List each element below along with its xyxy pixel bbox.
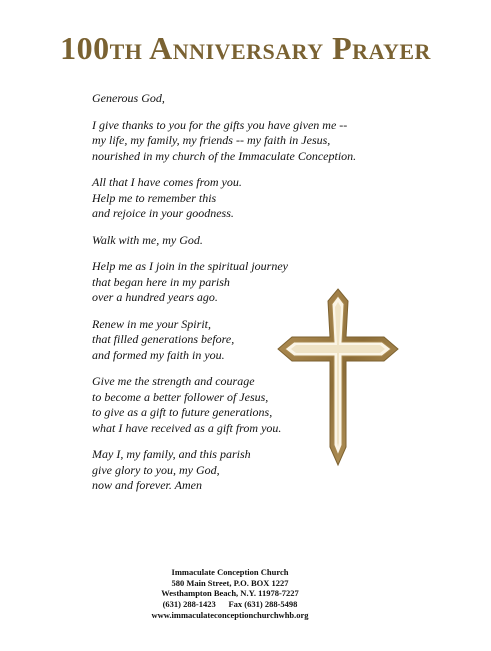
- prayer-line: Renew in me your Spirit,: [92, 316, 211, 331]
- address-line: Westhampton Beach, N.Y. 11978-7227: [161, 588, 299, 599]
- prayer-line: All that I have comes from you.: [92, 175, 242, 189]
- prayer-line: I give thanks to you for the gifts you have given me --: [92, 117, 348, 132]
- prayer-stanza: [92, 175, 392, 222]
- prayer-stanza: [92, 233, 392, 249]
- phone-fax: (631) 288-1423 Fax (631) 288-5498: [162, 599, 298, 610]
- prayer-line: nourished in my church of the Immaculate Conception.: [92, 148, 357, 163]
- church-contact-block: [100, 567, 360, 621]
- prayer-line: Generous God,: [92, 91, 165, 105]
- prayer-line: Help me to remember this: [92, 190, 217, 205]
- prayer-line: what I have received as a gift from you.: [92, 420, 282, 435]
- prayer-line: give glory to you, my God,: [92, 462, 220, 477]
- prayer-line: and formed my faith in you.: [92, 347, 225, 362]
- website-link[interactable]: www.immaculateconceptionchurchwhb.org: [151, 609, 309, 620]
- prayer-line: Give me the strength and courage: [92, 374, 255, 388]
- prayer-line: Help me as I join in the spiritual journey: [92, 259, 288, 273]
- prayer-line: now and forever. Amen: [92, 478, 202, 492]
- prayer-line: to become a better follower of Jesus,: [92, 389, 269, 404]
- prayer-line: that filled generations before,: [92, 332, 235, 346]
- church-name: Immaculate Conception Church: [171, 567, 289, 577]
- address-line: 580 Main Street, P.O. BOX 1227: [171, 577, 289, 588]
- prayer-line: Walk with me, my God.: [92, 232, 203, 247]
- prayer-line: my life, my family, my friends -- my faith in Jesus,: [92, 133, 331, 147]
- prayer-line: that began here in my parish: [92, 274, 230, 289]
- prayer-line: May I, my family, and this parish: [92, 447, 251, 461]
- prayer-stanza: [92, 118, 392, 165]
- prayer-line: to give as a gift to future generations,: [92, 405, 273, 419]
- page-title: 100th Anniversary Prayer: [60, 30, 431, 66]
- gold-cross-icon: [276, 287, 400, 468]
- prayer-stanza: [92, 91, 392, 107]
- prayer-line: over a hundred years ago.: [92, 290, 218, 304]
- prayer-line: and rejoice in your goodness.: [92, 206, 234, 220]
